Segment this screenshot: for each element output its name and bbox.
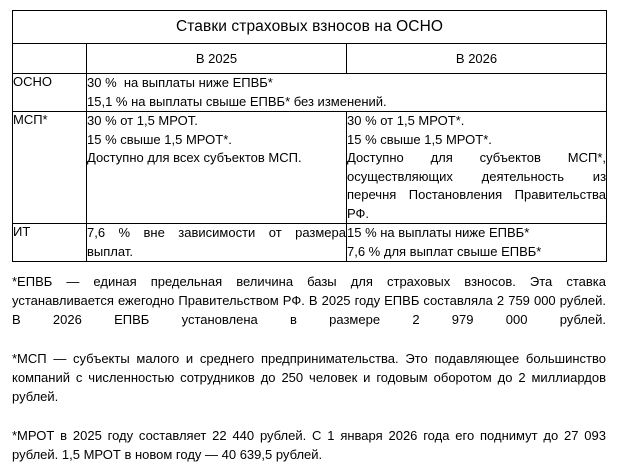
insurance-rates-table xyxy=(12,10,607,262)
cell-line: 15 % свыше 1,5 МРОТ*. xyxy=(347,131,492,147)
cell-line: 15 % на выплаты ниже ЕПВБ* xyxy=(347,225,530,240)
table-row xyxy=(13,74,607,112)
cell-line: 15,1 % на выплаты свыше ЕПВБ* без изменений. xyxy=(87,93,387,109)
cell-line: 7,6 % для выплат свыше ЕПВБ* xyxy=(347,243,542,259)
cell-line: 30 % на выплаты ниже ЕПВБ* xyxy=(87,75,273,90)
table-row xyxy=(13,112,607,224)
cell-osno-merged xyxy=(87,74,607,112)
cell-msp-2026 xyxy=(347,112,607,224)
cell-msp-2025 xyxy=(87,112,347,224)
cell-paragraph: Доступно для субъектов МСП*, осуществляющих деятельность из перечня Постановления Правительства РФ. xyxy=(347,150,607,221)
column-header-2026: В 2026 xyxy=(347,44,607,74)
cell-line: 30 % от 1,5 МРОТ. xyxy=(87,113,198,128)
cell-line: Доступно для всех субъектов МСП. xyxy=(87,150,302,165)
footnote-msp: *МСП — субъекты малого и среднего предпринимательства. Это подавляющее большинство компаний с численностью сотрудников до 250 человек и годовым оборотом до 2 миллиардов рублей. xyxy=(12,351,606,404)
cell-line: 15 % свыше 1,5 МРОТ*. xyxy=(87,131,232,147)
table-header-row xyxy=(13,44,607,74)
cell-line: 30 % от 1,5 МРОТ*. xyxy=(347,113,465,128)
table-title: Ставки страховых взносов на ОСНО xyxy=(13,11,607,44)
footnotes-section xyxy=(12,272,606,464)
cell-paragraph: 7,6 % вне зависимости от размера выплат. xyxy=(87,225,346,259)
row-label-osno: ОСНО xyxy=(13,74,87,112)
table-row xyxy=(13,224,607,262)
header-corner-cell xyxy=(13,44,87,74)
table-title-row xyxy=(13,11,607,44)
column-header-2025: В 2025 xyxy=(87,44,347,74)
footnote-mrot: *МРОТ в 2025 году составляет 22 440 рублей. С 1 января 2026 года его поднимут до 27 093 рублей. 1,5 МРОТ в новом году — 40 639,5 рублей. xyxy=(12,428,606,462)
footnote-epvb: *ЕПВБ — единая предельная величина базы для страховых взносов. Эта ставка устанавливается ежегодно Правительством РФ. В 2025 году ЕПВБ составляла 2 759 000 рублей. В 2026 ЕПВБ установлена в размере 2 979 000 рублей. xyxy=(12,274,606,327)
cell-it-2026 xyxy=(347,224,607,262)
row-label-msp: МСП* xyxy=(13,112,87,224)
row-label-it: ИТ xyxy=(13,224,87,262)
cell-it-2025 xyxy=(87,224,347,262)
